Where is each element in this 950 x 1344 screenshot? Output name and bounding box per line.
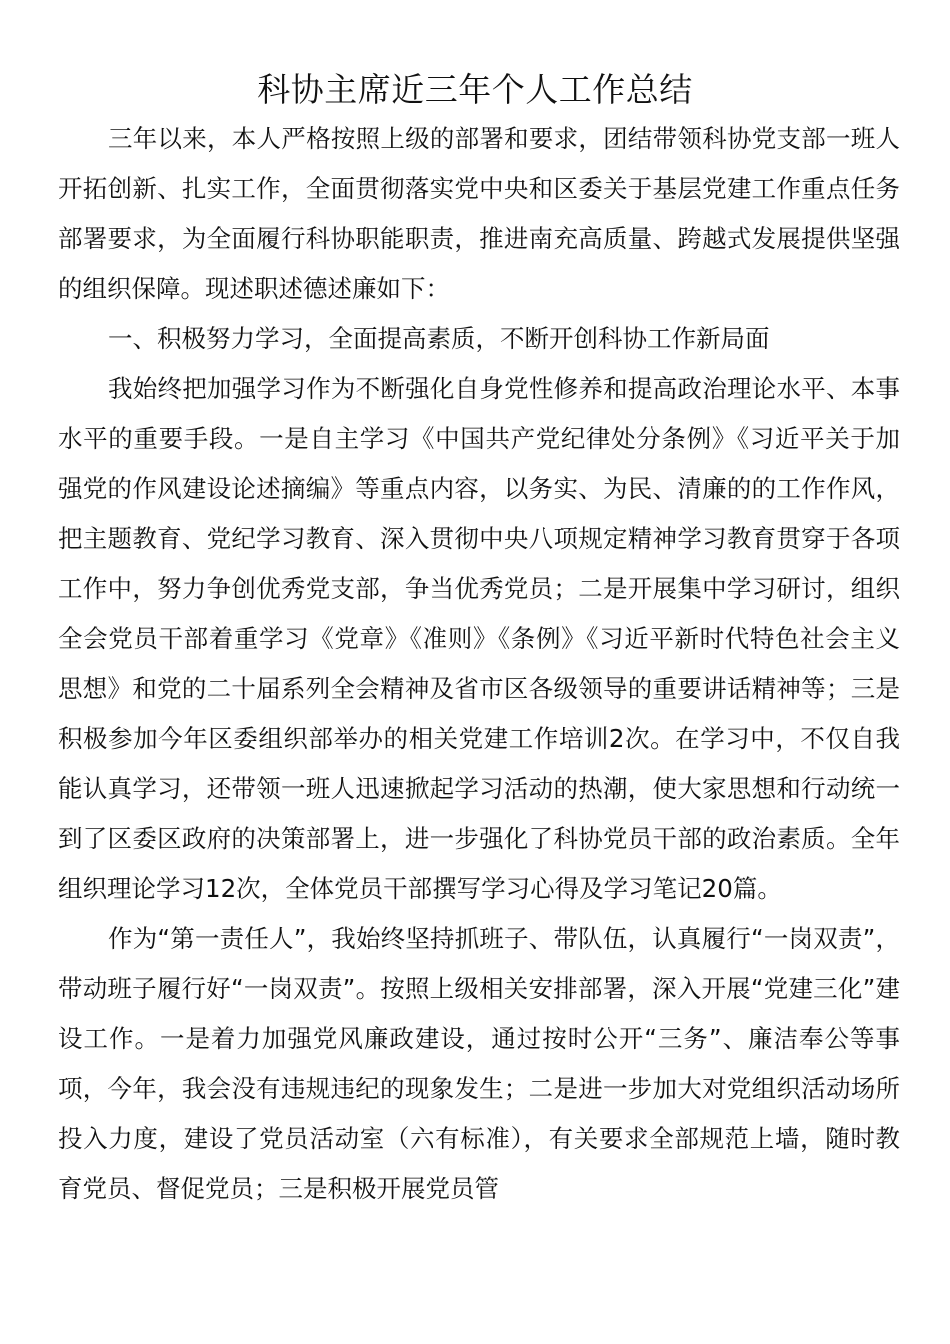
- section-heading-1: 一、积极努力学习，全面提高素质，不断开创科协工作新局面: [108, 324, 770, 353]
- responsibility-paragraph: 作为“第一责任人”，我始终坚持抓班子、带队伍，认真履行“一岗双责”，带动班子履行好“一岗双责”。按照上级相关安排部署，深入开展“党建三化”建设工作。一是着力加强党风廉政建设，通过按时公开“三务”、廉洁奉公等事项，今年，我会没有违规违纪的现象发生；二是进一步加大对党组织活动场所投入力度，建设了党员活动室（六有标准），有关要求全部规范上墙，随时教育党员、督促党员；三是积极开展党员管: [58, 924, 900, 1203]
- document-body: [58, 114, 900, 1214]
- document-title: 科协主席近三年个人工作总结: [257, 70, 693, 109]
- study-paragraph: 我始终把加强学习作为不断强化自身党性修养和提高政治理论水平、本事水平的重要手段。一是自主学习《中国共产党纪律处分条例》《习近平关于加强党的作风建设论述摘编》等重点内容，以务实、为民、清廉的的工作作风，把主题教育、党纪学习教育、深入贯彻中央八项规定精神学习教育贯穿于各项工作中，努力争创优秀党支部，争当优秀党员；二是开展集中学习研讨，组织全会党员干部着重学习《党章》《准则》《条例》《习近平新时代特色社会主义思想》和党的二十届系列全会精神及省市区各级领导的重要讲话精神等；三是积极参加今年区委组织部举办的相关党建工作培训2次。在学习中，不仅自我能认真学习，还带领一班人迅速掀起学习活动的热潮，使大家思想和行动统一到了区委区政府的决策部署上，进一步强化了科协党员干部的政治素质。全年组织理论学习12次，全体党员干部撰写学习心得及学习笔记20篇。: [58, 374, 900, 903]
- intro-paragraph: 三年以来，本人严格按照上级的部署和要求，团结带领科协党支部一班人开拓创新、扎实工作，全面贯彻落实党中央和区委关于基层党建工作重点任务部署要求，为全面履行科协职能职责，推进南充高质量、跨越式发展提供坚强的组织保障。现述职述德述廉如下：: [58, 124, 900, 303]
